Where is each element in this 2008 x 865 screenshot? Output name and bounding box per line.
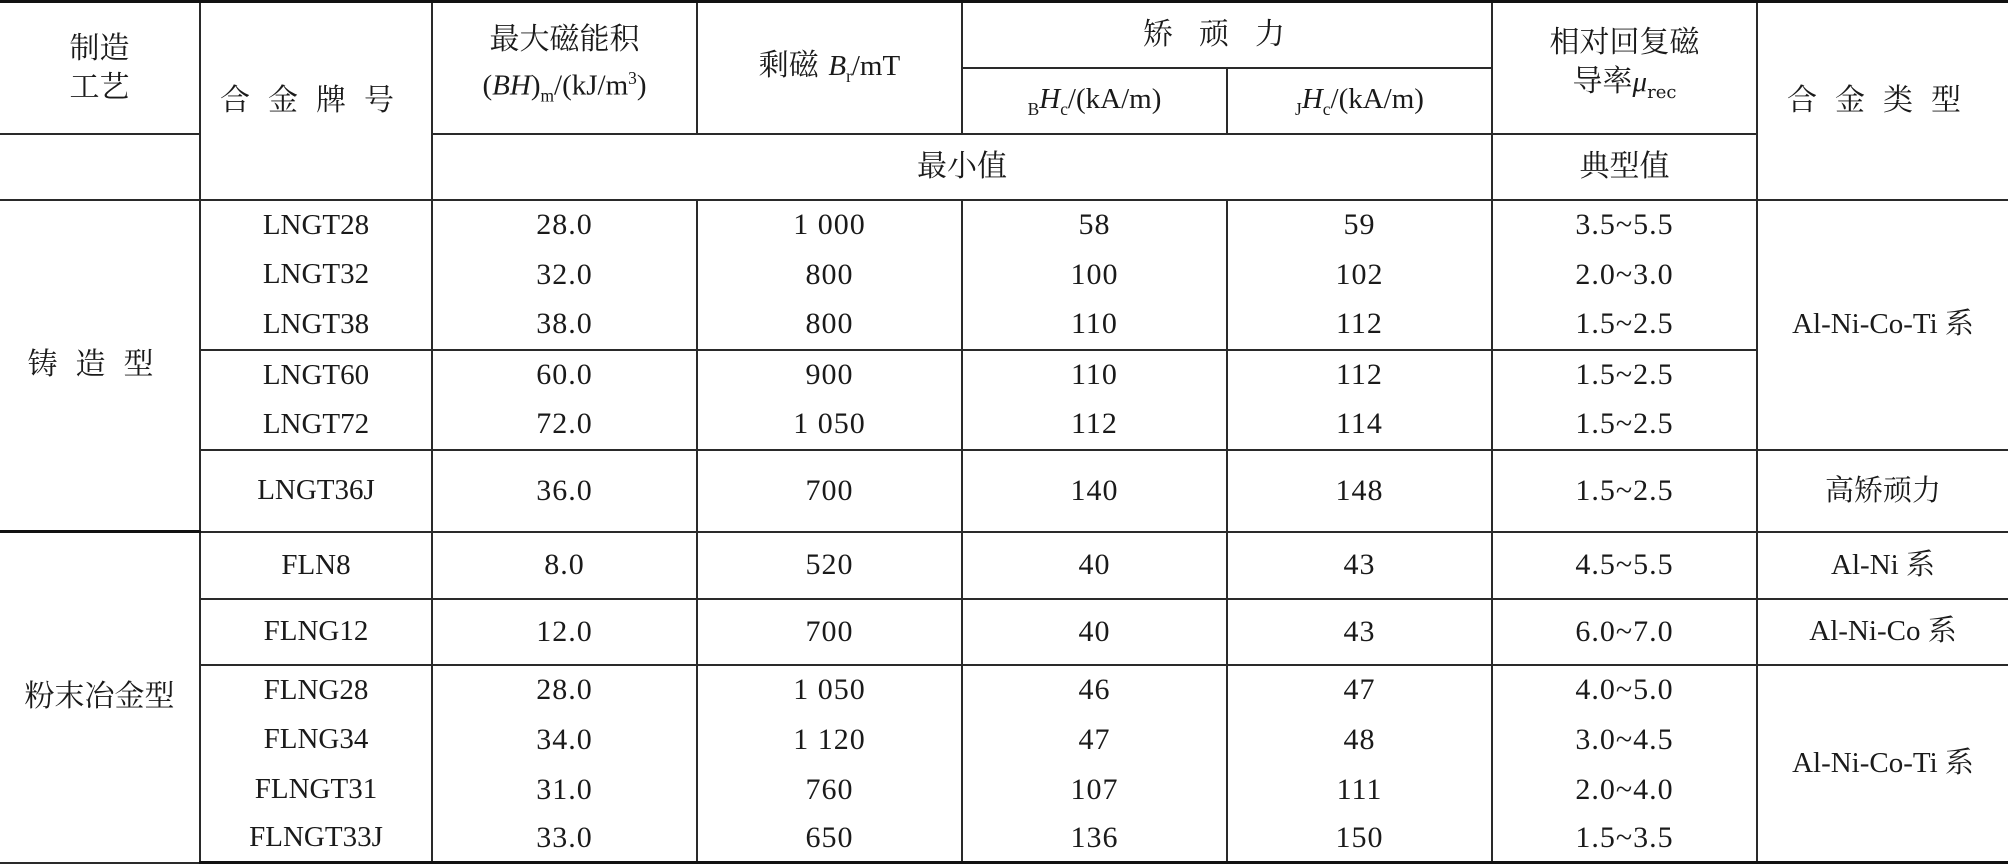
cell-br: 800 [697,300,962,350]
cell-bhc: 40 [962,532,1227,599]
br-subscript: r [846,66,852,87]
cell-bhc: 136 [962,815,1227,863]
header-mu-line2 [1493,62,1756,112]
cell-br: 650 [697,815,962,863]
jhc-prefix: J [1295,98,1302,119]
cell-mu: 1.5~2.5 [1492,300,1757,350]
header-mu-line1: 相对回复磁 [1549,25,1700,61]
cell-bh: 72.0 [432,400,697,450]
cell-bhc: 140 [962,450,1227,532]
jhc-unit: /(kA/m) [1330,82,1424,115]
table-row [0,450,2008,532]
cell-br: 520 [697,532,962,599]
cell-br: 700 [697,450,962,532]
cell-jhc: 111 [1227,765,1492,815]
header-row-1 [0,2,2008,68]
cell-br: 1 120 [697,715,962,765]
cell-grade: FLNGT33J [200,815,432,863]
cell-mu: 6.0~7.0 [1492,599,1757,665]
cell-grade: LNGT36J [200,450,432,532]
cell-grade: LNGT28 [200,200,432,250]
cell-mu: 4.5~5.5 [1492,532,1757,599]
header-process-filler [0,134,200,200]
cell-br: 1 000 [697,200,962,250]
cell-bh: 60.0 [432,350,697,400]
cell-grade: FLNG34 [200,715,432,765]
header-bhc [962,68,1227,134]
br-symbol: B [828,50,847,83]
cell-br: 700 [697,599,962,665]
cell-jhc: 47 [1227,665,1492,715]
cell-grade: FLNGT31 [200,765,432,815]
cell-jhc: 112 [1227,350,1492,400]
table-row [0,715,2008,765]
cell-jhc: 112 [1227,300,1492,350]
cell-bh: 12.0 [432,599,697,665]
jhc-subscript: c [1322,98,1331,119]
cell-mu: 1.5~2.5 [1492,350,1757,400]
type-alnico: Al-Ni-Co 系 [1757,599,2008,665]
mu-subscript: rec [1647,82,1677,104]
cell-grade: FLN8 [200,532,432,599]
cell-mu: 1.5~2.5 [1492,450,1757,532]
header-bhmax [432,2,697,134]
cell-jhc: 59 [1227,200,1492,250]
bhc-unit: /(kA/m) [1067,82,1162,115]
cell-jhc: 43 [1227,599,1492,665]
bhc-prefix: B [1027,98,1040,119]
header-typical-value: 典型值 [1492,134,1757,200]
header-mu [1492,2,1757,134]
bhmax-symbol: BH [492,69,531,102]
cell-bh: 33.0 [432,815,697,863]
cell-bhc: 40 [962,599,1227,665]
header-jhc [1227,68,1492,134]
table-row [0,532,2008,599]
header-grade: 合金牌号 [200,2,432,200]
group-cast: 铸造型 [0,200,200,532]
cell-bhc: 107 [962,765,1227,815]
cell-jhc: 114 [1227,400,1492,450]
bhmax-unit-end: ) [636,69,647,102]
header-br-label: 剩磁 [758,48,819,84]
cell-bhc: 110 [962,300,1227,350]
header-coercive: 矫顽力 [962,2,1492,68]
table-row [0,599,2008,665]
cell-bh: 34.0 [432,715,697,765]
bhmax-unit-sup: 3 [628,68,637,89]
table-row [0,250,2008,300]
cell-mu: 3.0~4.5 [1492,715,1757,765]
jhc-symbol: H [1301,82,1323,115]
cell-bhc: 110 [962,350,1227,400]
bhmax-subscript: m [540,85,555,106]
header-min-value: 最小值 [432,134,1492,200]
cell-bh: 32.0 [432,250,697,300]
header-bhmax-line1: 最大磁能积 [489,22,640,58]
cell-br: 1 050 [697,665,962,715]
cell-mu: 1.5~2.5 [1492,400,1757,450]
table-row [0,765,2008,815]
cell-jhc: 43 [1227,532,1492,599]
cell-bh: 8.0 [432,532,697,599]
header-process [0,2,200,134]
group-powder: 粉末冶金型 [0,532,200,863]
header-alloy-type: 合金类型 [1757,2,2008,200]
cell-bhc: 46 [962,665,1227,715]
cell-grade: LNGT38 [200,300,432,350]
header-process-line2: 工艺 [69,69,130,105]
cell-bhc: 112 [962,400,1227,450]
cell-jhc: 150 [1227,815,1492,863]
cell-grade: FLNG12 [200,599,432,665]
cell-br: 760 [697,765,962,815]
header-process-line1: 制造 [69,30,130,66]
cell-mu: 3.5~5.5 [1492,200,1757,250]
table-row [0,350,2008,400]
bhc-subscript: c [1060,98,1068,119]
cell-grade: LNGT60 [200,350,432,400]
type-alnicoti-powder: Al-Ni-Co-Ti 系 [1757,665,2008,863]
cell-mu: 4.0~5.0 [1492,665,1757,715]
cell-mu: 1.5~3.5 [1492,815,1757,863]
type-alnicoti: Al-Ni-Co-Ti 系 [1757,200,2008,450]
cell-jhc: 48 [1227,715,1492,765]
cell-bh: 36.0 [432,450,697,532]
cell-br: 800 [697,250,962,300]
bhmax-unit: /(kJ/m [554,69,629,102]
mu-symbol: μ [1632,66,1648,99]
cell-br: 900 [697,350,962,400]
type-alni: Al-Ni 系 [1757,532,2008,599]
cell-mu: 2.0~4.0 [1492,765,1757,815]
header-mu-line2-text: 导率 [1572,64,1633,100]
type-high-coercive: 高矫顽力 [1757,450,2008,532]
cell-grade: FLNG28 [200,665,432,715]
bhc-symbol: H [1039,82,1061,115]
cell-grade: LNGT32 [200,250,432,300]
table-row [0,665,2008,715]
br-unit: /mT [851,50,901,83]
header-br [697,2,962,134]
cell-bhc: 58 [962,200,1227,250]
table-row [0,815,2008,863]
table-row [0,300,2008,350]
cell-bh: 31.0 [432,765,697,815]
cell-grade: LNGT72 [200,400,432,450]
cell-bh: 28.0 [432,665,697,715]
cell-jhc: 148 [1227,450,1492,532]
cell-bhc: 100 [962,250,1227,300]
header-bhmax-line2: $(BH)_m/(kJ/m^3)$ [482,68,647,106]
table-row [0,200,2008,250]
cell-bh: 28.0 [432,200,697,250]
cell-bhc: 47 [962,715,1227,765]
table-row [0,400,2008,450]
cell-jhc: 102 [1227,250,1492,300]
cell-br: 1 050 [697,400,962,450]
cell-bh: 38.0 [432,300,697,350]
cell-mu: 2.0~3.0 [1492,250,1757,300]
